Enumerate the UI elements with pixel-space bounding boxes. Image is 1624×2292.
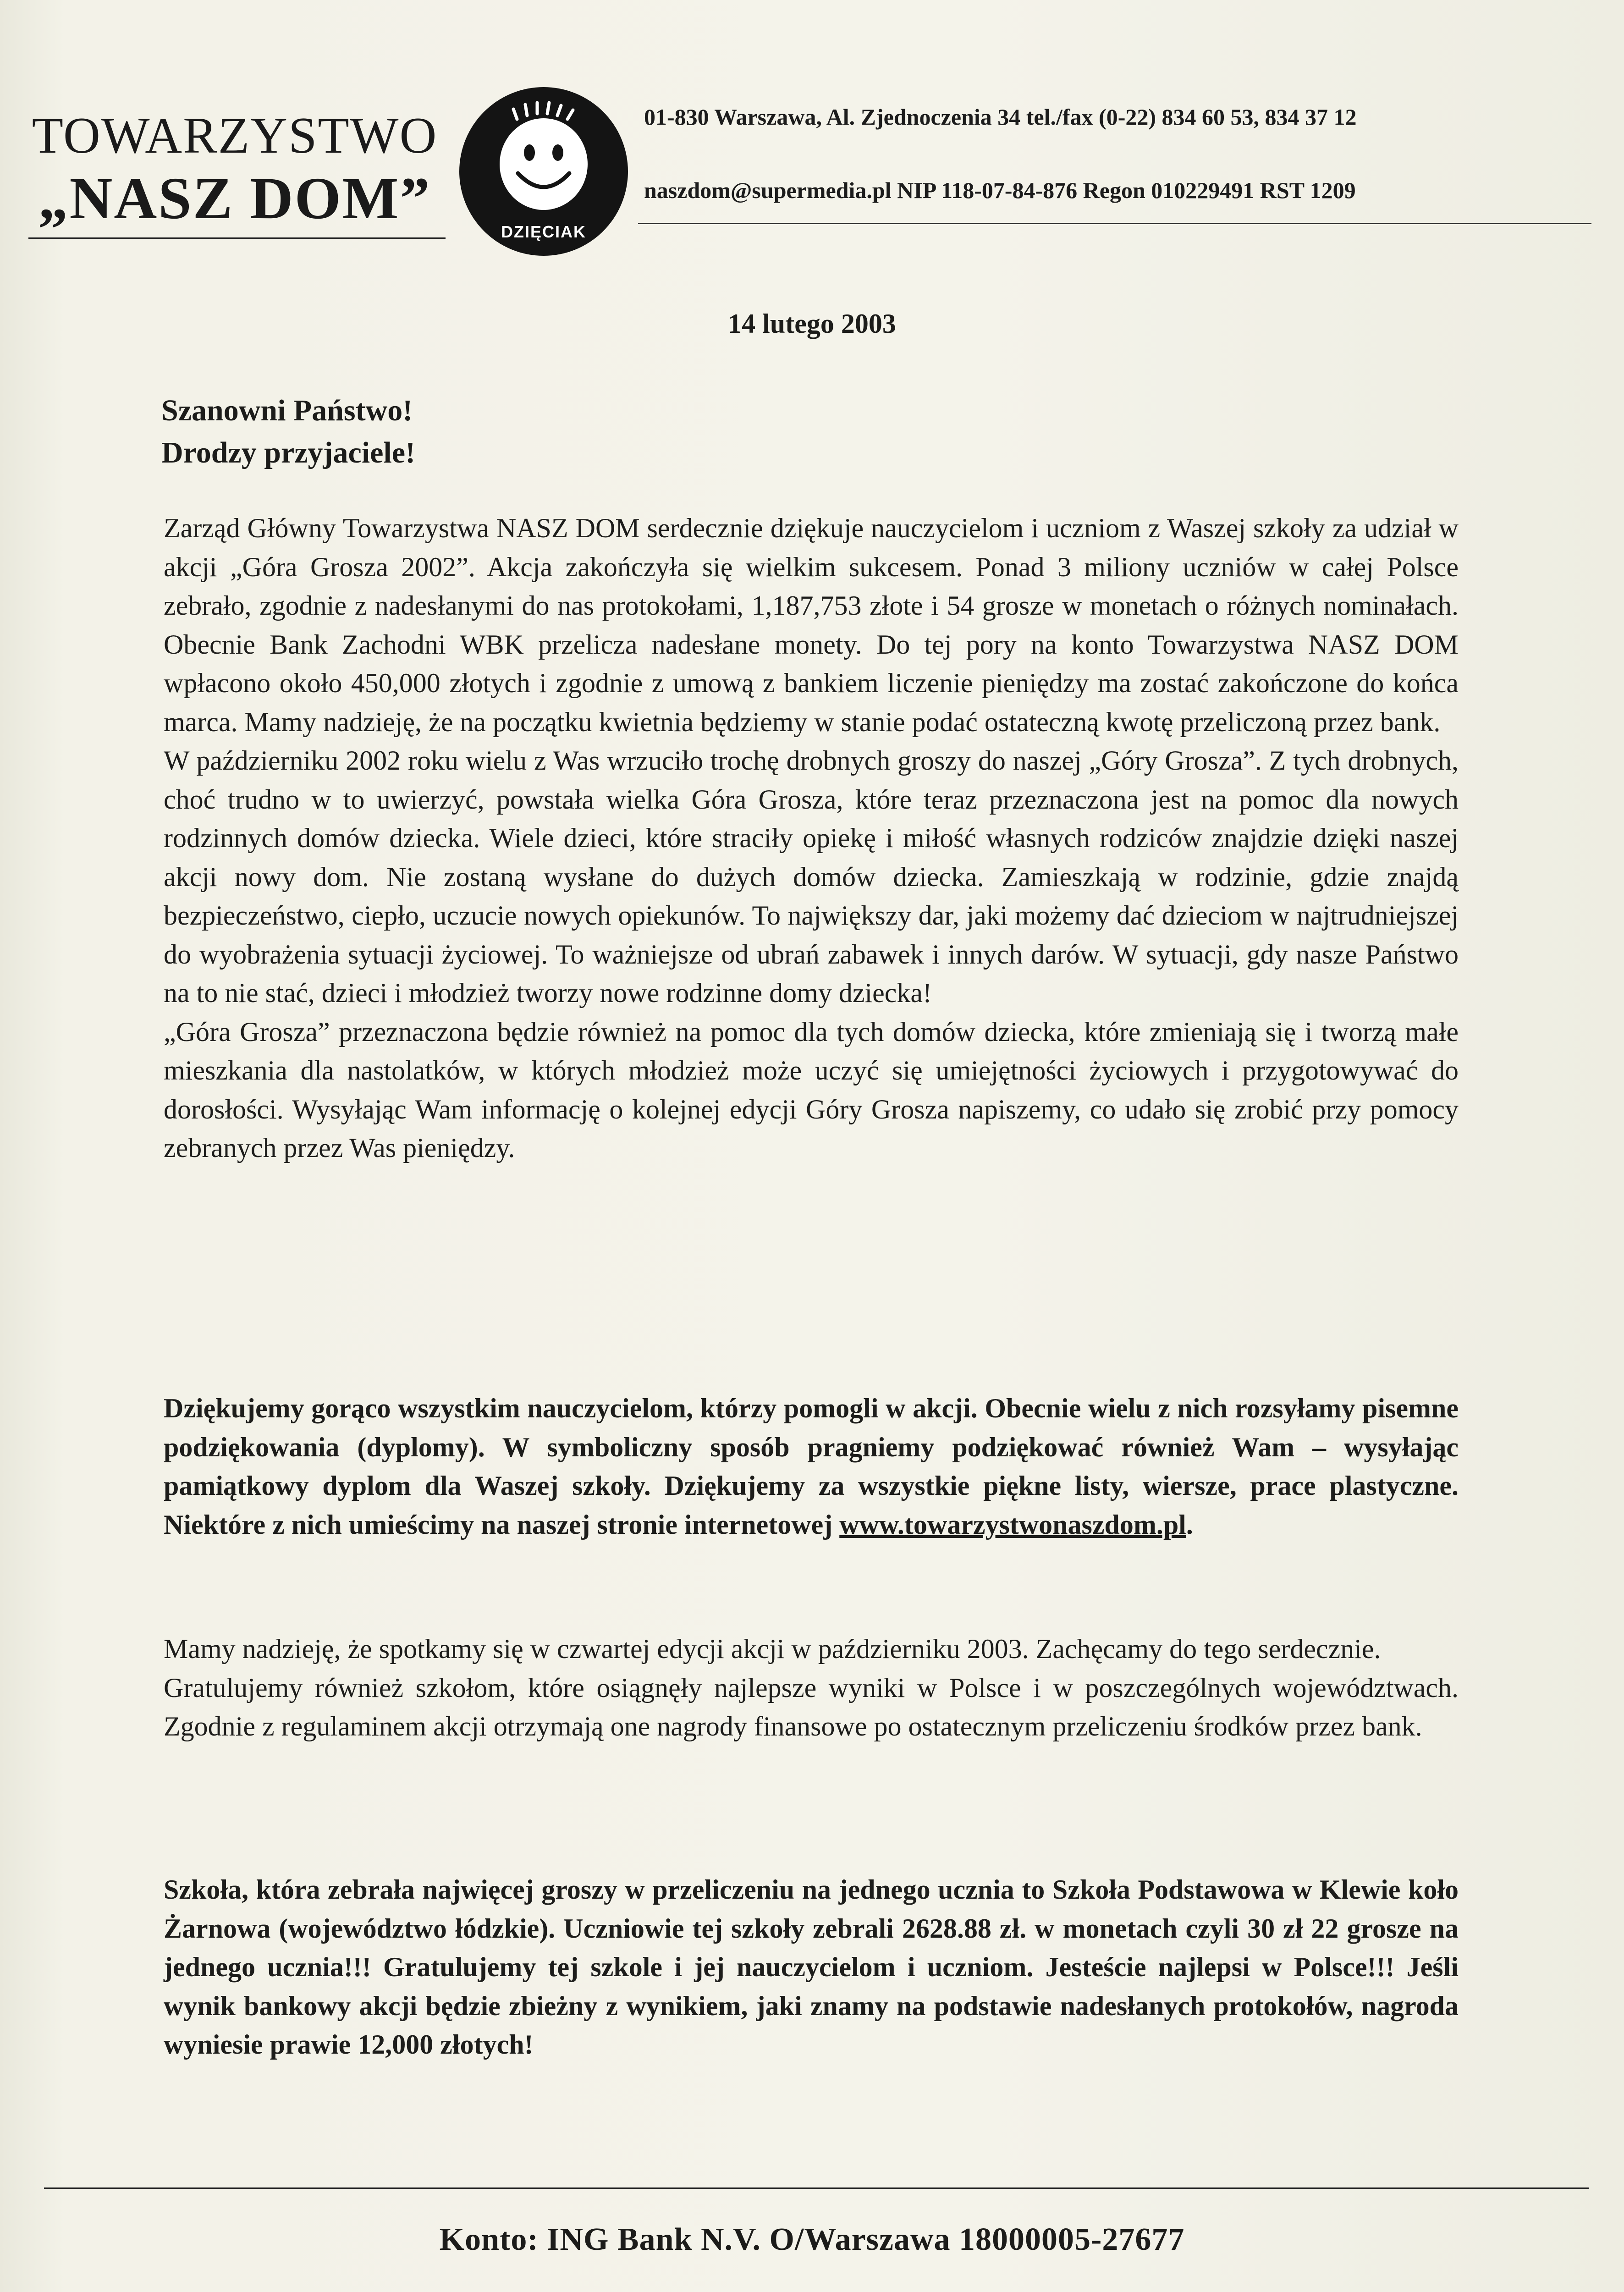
thanks-end: .: [1186, 1509, 1193, 1540]
greeting-line1: Szanowni Państwo!: [161, 394, 413, 427]
body-section-1: [164, 509, 1459, 1168]
paragraph-small-apartments: „Góra Grosza” przeznaczona będzie również na pomoc dla tych domów dziecka, które zmieniają się i tworzą małe mieszkania dla nastolatków, w których młodzież może uczyć się umiejętności życiowych i przygotowywać do dorosłości. Wysyłając Wam informację o kolejnej edycji Góry Grosza napiszemy, co udało się zrobić przy pomocy zebranych przez Was pieniędzy.: [164, 1016, 1459, 1163]
paragraph-winner-school: Szkoła, która zebrała najwięcej groszy w przeliczeniu na jednego ucznia to Szkoła Podstawowa w Klewie koło Żarnowa (województwo łódzkie). Uczniowie tej szkoły zebrali 2628.88 zł. w monetach czyli 30 zł 22 grosze na jednego ucznia!!! Gratulujemy tej szkole i jej nauczycielom i uczniom. Jesteście najlepsi w Polsce!!! Jeśli wynik bankowy akcji będzie zbieżny z wynikiem, jaki znamy na podstawie nadesłanych protokołów, nagroda wyniesie prawie 12,000 złotych!: [164, 1874, 1459, 2060]
body-section-2: [164, 1630, 1459, 1746]
paragraph-next-edition: Mamy nadzieję, że spotkamy się w czwartej edycji akcji w październiku 2003. Zachęcamy do tego serdecznie.: [164, 1634, 1381, 1664]
website-link[interactable]: www.towarzystwonaszdom.pl: [839, 1509, 1186, 1540]
letter-date: 14 lutego 2003: [728, 309, 896, 339]
paragraph-campaign-results: Zarząd Główny Towarzystwa NASZ DOM serdecznie dziękuje nauczycielom i uczniom z Waszej szkoły za udział w akcji „Góra Grosza 2002”. Akcja zakończyła się wielkim sukcesem. Ponad 3 miliony uczniów w całej Polsce zebrało, zgodnie z nadesłanymi do nas protokołami, 1,187,753 złote i 54 grosze w monetach o różnych nominałach. Obecnie Bank Zachodni WBK przelicza nadesłane monety. Do tej pory na konto Towarzystwa NASZ DOM wpłacono około 450,000 złotych i zgodnie z umową z bankiem liczenie pieniędzy ma zostać zakończone do końca marca. Mamy nadzieję, że na początku kwietnia będziemy w stanie podać ostateczną kwotę przeliczoną przez bank.: [164, 513, 1459, 737]
contact-address-phone: 01-830 Warszawa, Al. Zjednoczenia 34 tel./fax (0-22) 834 60 53, 834 37 12: [644, 104, 1357, 130]
greeting-line2: Drodzy przyjaciele!: [161, 436, 416, 469]
thanks-text: Dziękujemy gorąco wszystkim nauczycielom, którzy pomogli w akcji. Obecnie wielu z nich rozsyłamy pisemne podziękowania (dyplomy). W symboliczny sposób pragniemy podziękować również Wam – wysyłając pamiątkowy dyplom dla Waszej szkoły. Dziękujemy za wszystkie piękne listy, wiersze, prace plastyczne. Niektóre z nich umieścimy na naszej stronie internetowej: [164, 1393, 1459, 1540]
org-name-underline: [28, 237, 446, 239]
greeting: [161, 390, 415, 474]
org-name-line2: „NASZ DOM”: [38, 165, 431, 231]
contact-email-ids: naszdom@supermedia.pl NIP 118-07-84-876 Regon 010229491 RST 1209: [644, 177, 1356, 203]
dzieciak-logo: [458, 86, 629, 257]
contact-underline: [638, 223, 1591, 224]
org-name-line1: TOWARZYSTWO: [32, 107, 438, 164]
body-section-thanks: [164, 1389, 1459, 1544]
logo-text: DZIĘCIAK: [501, 222, 586, 241]
footer-rule: [44, 2187, 1589, 2189]
footer-bank-account: Konto: ING Bank N.V. O/Warszawa 18000005-27677: [439, 2222, 1185, 2257]
body-section-winner: [164, 1870, 1459, 2064]
paragraph-thanks: [164, 1389, 1459, 1544]
paragraph-congratulations: Gratulujemy również szkołom, które osiągnęły najlepsze wyniki w Polsce i w poszczególnych województwach. Zgodnie z regulaminem akcji otrzymają one nagrody finansowe po ostatecznym przeliczeniu środków przez bank.: [164, 1672, 1459, 1741]
paragraph-family-homes: W październiku 2002 roku wielu z Was wrzuciło trochę drobnych groszy do naszej „Góry Grosza”. Z tych drobnych, choć trudno w to uwierzyć, powstała wielka Góra Grosza, które teraz przeznaczona jest na pomoc dla nowych rodzinnych domów dziecka. Wiele dzieci, które straciły opiekę i miłość własnych rodziców znajdzie dzięki naszej akcji nowy dom. Nie zostaną wysłane do dużych domów dziecka. Zamieszkają w rodzinie, gdzie znajdą bezpieczeństwo, ciepło, uczucie nowych opiekunów. To największy dar, jaki możemy dać dzieciom w najtrudniejszej do wyobrażenia sytuacji życiowej. To ważniejsze od ubrań zabawek i innych darów. W sytuacji, gdy nasze Państwo na to nie stać, dzieci i młodzież tworzy nowe rodzinne domy dziecka!: [164, 745, 1459, 1008]
